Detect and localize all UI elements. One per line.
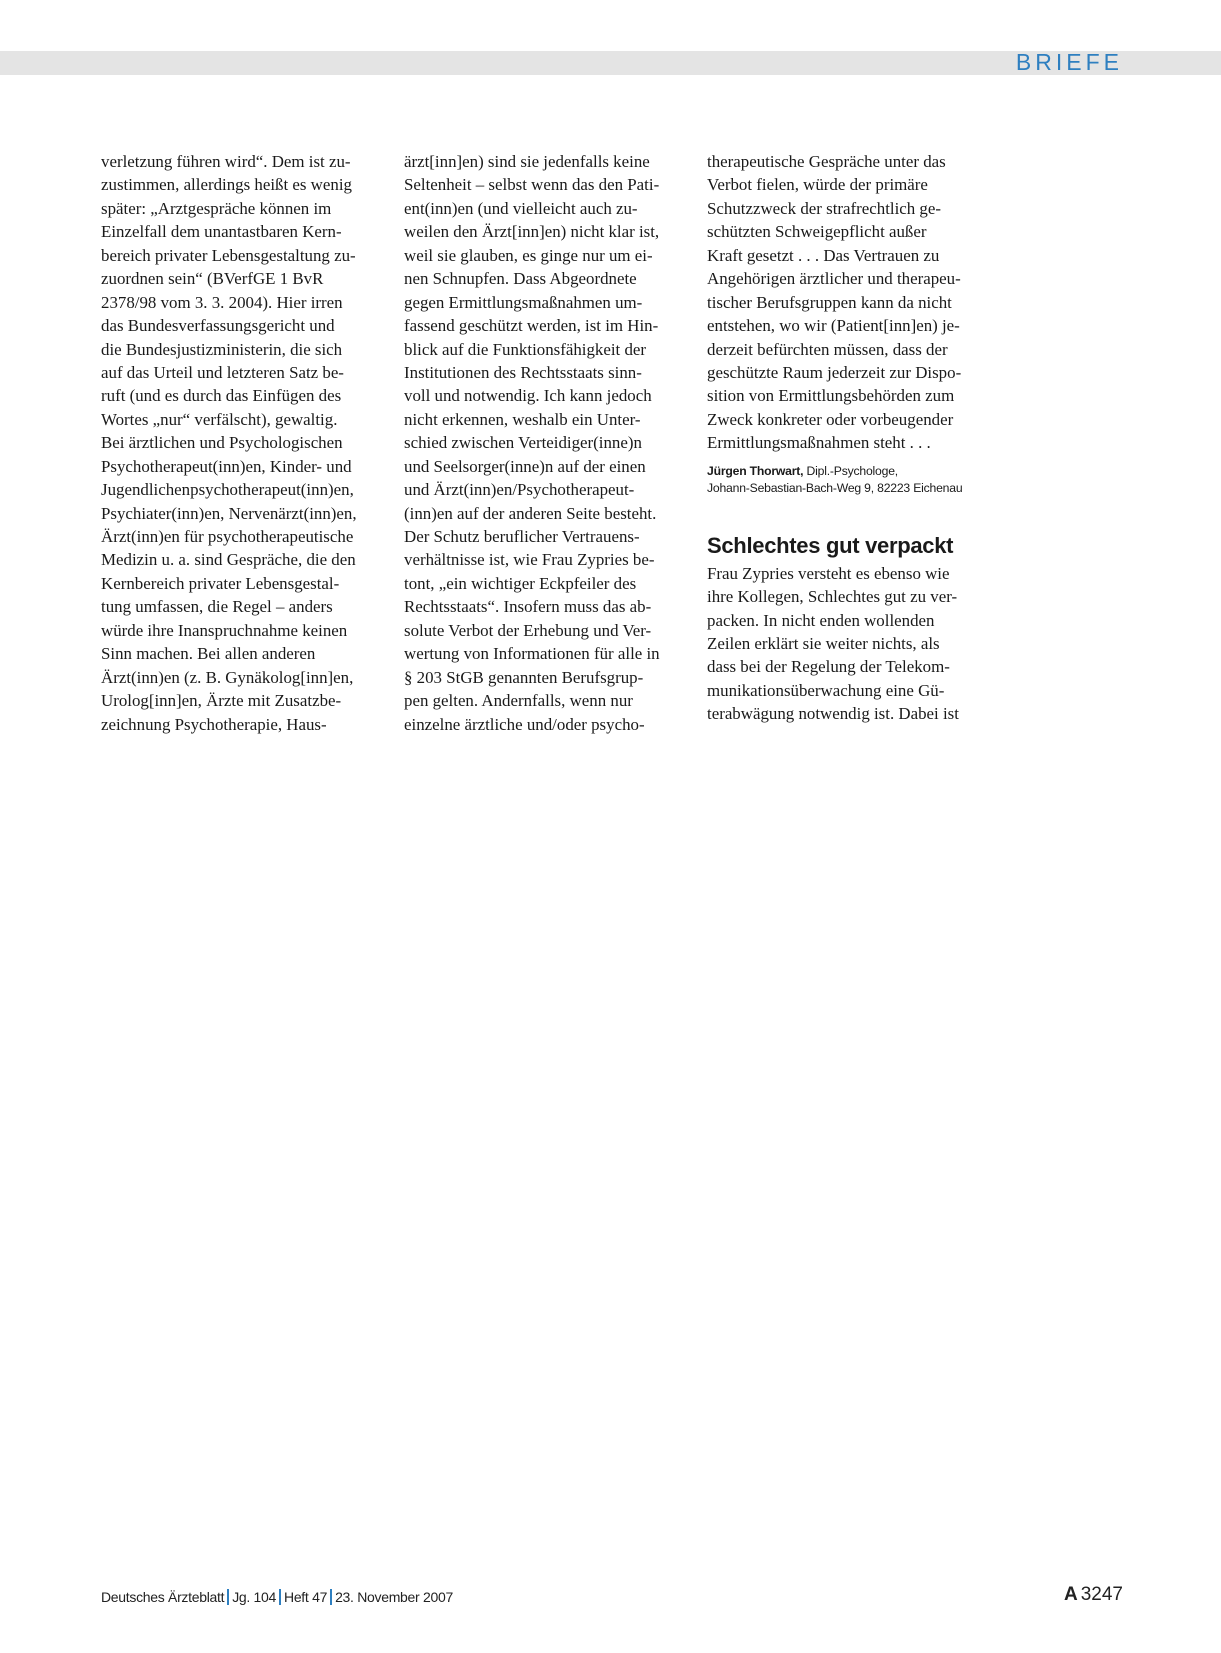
text-line: ärzt[inn]en) sind sie jedenfalls keine [404, 152, 650, 171]
section-label: BRIEFE [1015, 49, 1123, 75]
text-line: verletzung führen wird“. Dem ist zu- [101, 152, 351, 171]
text-line: schützten Schweigepflicht außer [707, 222, 927, 242]
text-line: Seltenheit – selbst wenn das den Pati- [404, 175, 660, 195]
text-line: und Seelsorger(inne)n auf der einen [404, 456, 646, 476]
text-line: Zweck konkreter oder vorbeugender [707, 409, 954, 429]
text-line: fassend geschützt werden, ist im Hin- [404, 316, 659, 336]
text-line: packen. In nicht enden wollenden [707, 610, 935, 630]
text-line: Medizin u. a. sind Gespräche, die den [101, 550, 356, 570]
text-line: das Bundesverfassungsgericht und [101, 316, 335, 336]
text-line: blick auf die Funktionsfähigkeit der [404, 339, 647, 359]
text-line: Psychotherapeut(inn)en, Kinder- und [101, 456, 352, 476]
page-prefix: A [1063, 1584, 1078, 1605]
page-footer [101, 1589, 453, 1605]
column-3-lines [707, 150, 997, 455]
text-line: solute Verbot der Erhebung und Ver- [404, 620, 652, 640]
text-line: Sinn machen. Bei allen anderen [101, 644, 316, 664]
text-line: Psychiater(inn)en, Nervenärzt(inn)en, [101, 503, 357, 523]
letter-signature [707, 463, 997, 497]
text-line: zuordnen sein“ (BVerfGE 1 BvR [101, 269, 324, 289]
text-line: ent(inn)en (und vielleicht auch zu- [404, 198, 638, 218]
text-line: Jugendlichenpsychotherapeut(inn)en, [101, 480, 354, 500]
journal-name: Deutsches Ärzteblatt [101, 1589, 225, 1605]
text-line: Einzelfall dem unantastbaren Kern- [101, 222, 342, 242]
column-3-lines-after-headline [707, 562, 997, 726]
text-line: zustimmen, allerdings heißt es wenig [101, 175, 352, 195]
text-line: zeichnung Psychotherapie, Haus- [101, 714, 327, 734]
signature-name: Jürgen Thorwart, [707, 463, 804, 478]
journal-volume: Jg. 104 [232, 1589, 277, 1605]
footer-separator [330, 1589, 332, 1605]
text-column-3 [707, 150, 997, 726]
text-line: entstehen, wo wir (Patient[inn]en) je- [707, 316, 960, 336]
text-line: würde ihre Inanspruchnahme keinen [101, 620, 348, 640]
text-line: tont, „ein wichtiger Eckpfeiler des [404, 573, 637, 593]
text-line: Verbot fielen, würde der primäre [707, 175, 928, 195]
text-line: Zeilen erklärt sie weiter nichts, als [707, 634, 940, 653]
letter-headline: Schlechtes gut verpackt [707, 532, 954, 558]
text-line: verhältnisse ist, wie Frau Zypries be- [404, 550, 655, 570]
text-line: Kraft gesetzt . . . Das Vertrauen zu [707, 245, 940, 265]
column-2-lines [404, 150, 694, 736]
text-line: Ermittlungsmaßnahmen steht . . . [707, 433, 931, 453]
text-line: dass bei der Regelung der Telekom- [707, 657, 950, 677]
journal-issue: Heft 47 [284, 1589, 328, 1605]
text-line: weilen den Ärzt[inn]en) nicht klar ist, [404, 222, 660, 242]
page-number-value: 3247 [1080, 1584, 1123, 1605]
page-number [1064, 1584, 1123, 1606]
text-line: sition von Ermittlungsbehörden zum [707, 386, 955, 406]
text-line: Ärzt(inn)en für psychotherapeutische [101, 527, 354, 546]
signature-address: Johann-Sebastian-Bach-Weg 9, 82223 Eichenau [707, 480, 963, 495]
text-line: Schutzzweck der strafrechtlich ge- [707, 198, 942, 218]
text-line: die Bundesjustizministerin, die sich [101, 339, 343, 359]
text-line: Angehörigen ärztlicher und therapeu- [707, 269, 961, 289]
text-line: nicht erkennen, weshalb ein Unter- [404, 409, 641, 429]
text-line: schied zwischen Verteidiger(inne)n [404, 433, 642, 453]
text-line: ruft (und es durch das Einfügen des [101, 386, 342, 406]
footer-separator [279, 1589, 281, 1605]
text-line: Der Schutz beruflicher Vertrauens- [404, 527, 640, 546]
text-line: ihre Kollegen, Schlechtes gut zu ver- [707, 587, 958, 607]
column-1-lines [101, 150, 391, 736]
footer-separator [227, 1589, 229, 1605]
journal-date: 23. November 2007 [335, 1589, 453, 1605]
text-line: auf das Urteil und letzteren Satz be- [101, 362, 344, 382]
text-line: derzeit befürchten müssen, dass der [707, 339, 948, 359]
text-line: tung umfassen, die Regel – anders [101, 597, 333, 617]
text-line: Ärzt(inn)en (z. B. Gynäkolog[inn]en, [101, 667, 354, 687]
text-line: Institutionen des Rechtsstaats sinn- [404, 362, 642, 382]
text-line: einzelne ärztliche und/oder psycho- [404, 714, 645, 734]
text-line: Urolog[inn]en, Ärzte mit Zusatzbe- [101, 691, 342, 711]
text-line: und Ärzt(inn)en/Psychotherapeut- [404, 480, 635, 500]
text-line: geschützte Raum jederzeit zur Dispo- [707, 362, 962, 382]
text-line: weil sie glauben, es ginge nur um ei- [404, 245, 653, 265]
text-line: 2378/98 vom 3. 3. 2004). Hier irren [101, 292, 343, 312]
signature-title: Dipl.-Psychologe, [803, 463, 898, 478]
text-line: tischer Berufsgruppen kann da nicht [707, 292, 952, 312]
text-line: munikationsüberwachung eine Gü- [707, 680, 945, 700]
text-line: (inn)en auf der anderen Seite besteht. [404, 503, 657, 523]
text-line: § 203 StGB genannten Berufsgrup- [404, 667, 644, 687]
text-line: Rechtsstaats“. Insofern muss das ab- [404, 597, 652, 617]
text-line: nen Schnupfen. Dass Abgeordnete [404, 269, 637, 289]
text-line: Bei ärztlichen und Psychologischen [101, 433, 343, 453]
text-line: terabwägung notwendig ist. Dabei ist [707, 704, 959, 724]
text-line: später: „Arztgespräche können im [101, 198, 332, 218]
text-line: gegen Ermittlungsmaßnahmen um- [404, 292, 643, 312]
text-line: Frau Zypries versteht es ebenso wie [707, 563, 950, 583]
text-line: Wortes „nur“ verfälscht), gewaltig. [101, 409, 338, 429]
text-column-2 [404, 150, 694, 736]
text-line: wertung von Informationen für alle in [404, 644, 660, 664]
text-line: voll und notwendig. Ich kann jedoch [404, 386, 652, 406]
text-line: Kernbereich privater Lebensgestal- [101, 573, 340, 593]
text-column-1 [101, 150, 391, 736]
text-line: bereich privater Lebensgestaltung zu- [101, 245, 356, 265]
text-line: therapeutische Gespräche unter das [707, 152, 946, 171]
text-line: pen gelten. Andernfalls, wenn nur [404, 691, 633, 711]
